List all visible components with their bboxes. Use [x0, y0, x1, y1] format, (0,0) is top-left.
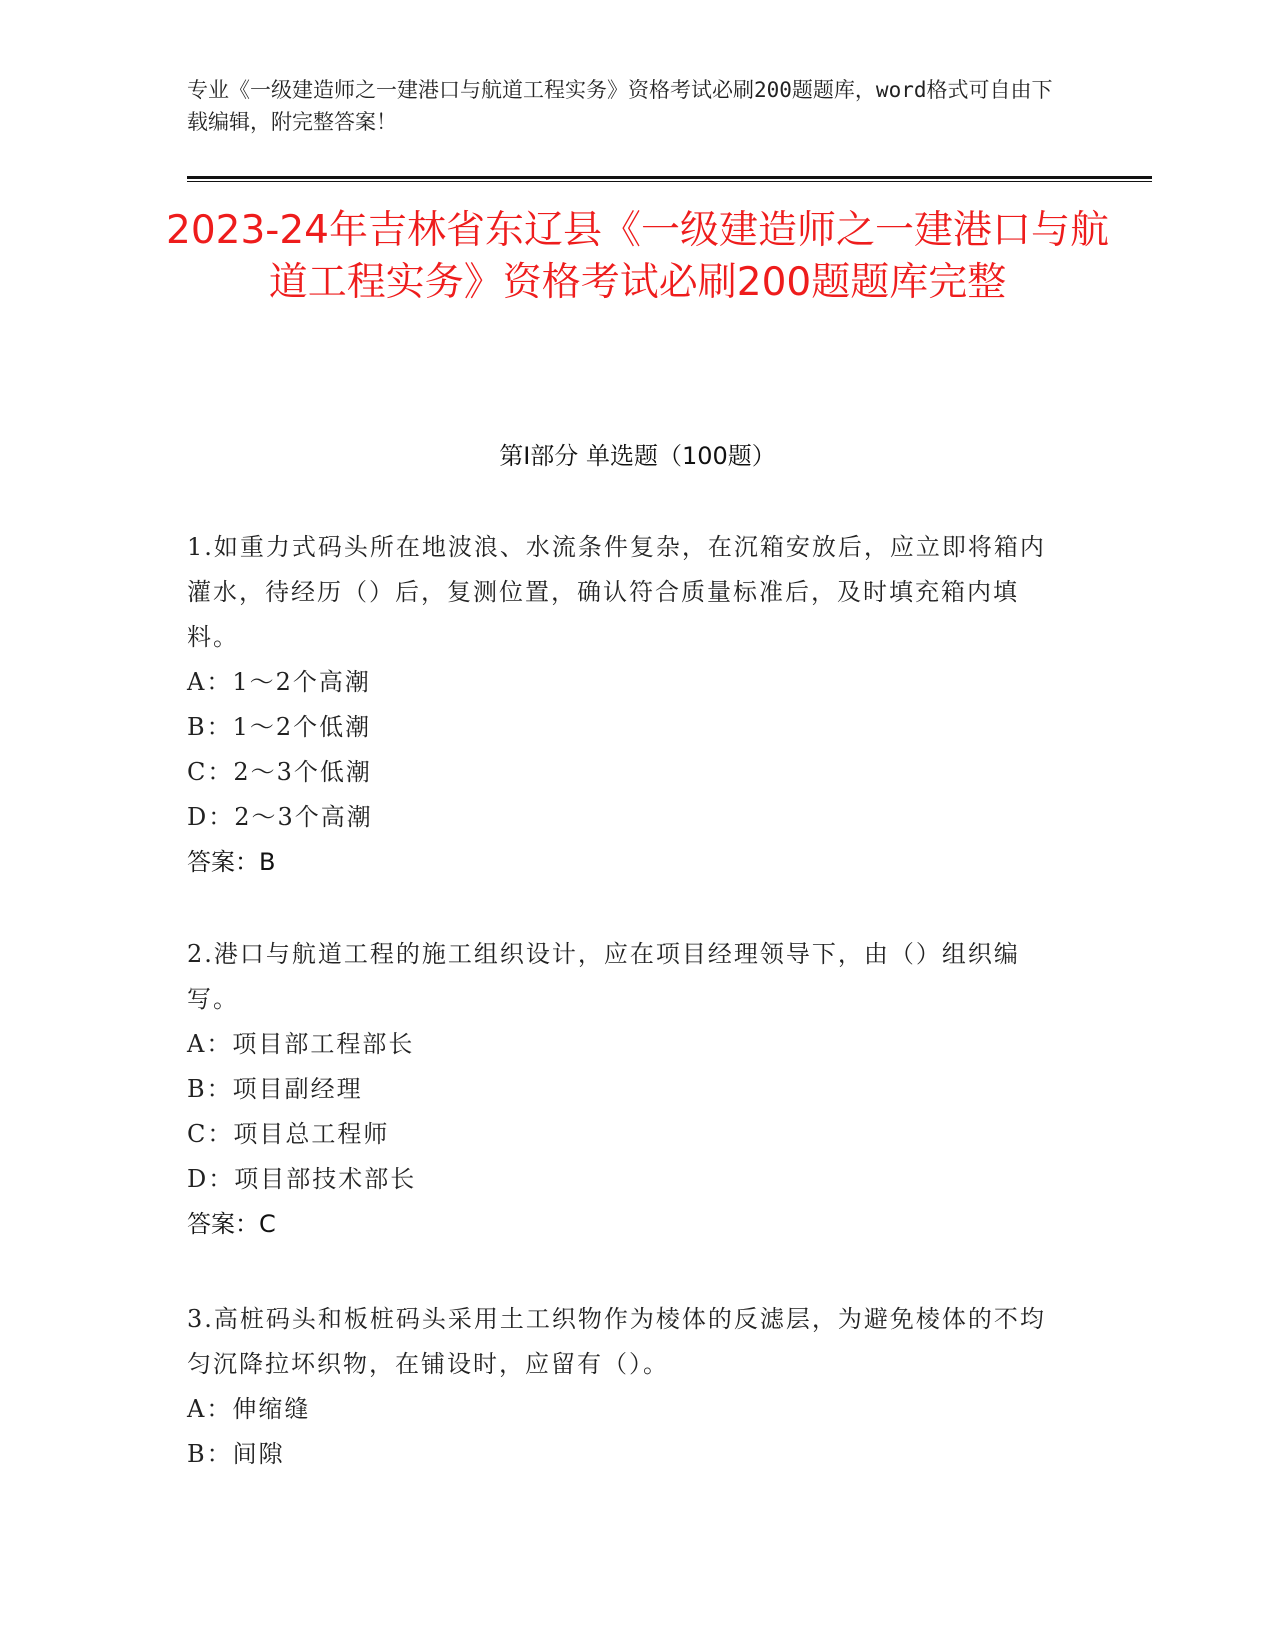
option-b: B：1～2个低潮 — [187, 713, 372, 741]
option-c: C：2～3个低潮 — [187, 758, 372, 786]
option-d: D：项目部技术部长 — [187, 1165, 417, 1193]
option-b: B：项目副经理 — [187, 1075, 363, 1103]
option-a: A：1～2个高潮 — [187, 668, 371, 696]
answer: 答案：C — [187, 1210, 276, 1238]
question-stem: 3.高桩码头和板桩码头采用土工织物作为棱体的反滤层，为避免棱体的不均匀沉降拉坏织物，在铺设时，应留有（）。 — [187, 1305, 1046, 1378]
option-a: A：伸缩缝 — [187, 1395, 311, 1423]
section-heading: 第Ⅰ部分 单选题（100题） — [499, 442, 776, 470]
option-a: A：项目部工程部长 — [187, 1030, 415, 1058]
question-1 — [187, 525, 1067, 885]
header-divider-thick — [187, 176, 1152, 179]
option-b: B：间隙 — [187, 1440, 285, 1468]
option-c: C：项目总工程师 — [187, 1120, 390, 1148]
header-note: 专业《一级建造师之一建港口与航道工程实务》资格考试必刷200题题库，word格式可自由下载编辑，附完整答案！ — [187, 78, 1053, 134]
answer: 答案：B — [187, 848, 276, 876]
header-divider-thin — [187, 181, 1152, 182]
question-2 — [187, 932, 1067, 1247]
question-stem: 1.如重力式码头所在地波浪、水流条件复杂，在沉箱安放后，应立即将箱内灌水，待经历（）后，复测位置，确认符合质量标准后，及时填充箱内填料。 — [187, 533, 1046, 651]
question-3 — [187, 1297, 1067, 1477]
option-d: D：2～3个高潮 — [187, 803, 373, 831]
document-title: 2023-24年吉林省东辽县《一级建造师之一建港口与航道工程实务》资格考试必刷200题题库完整 — [166, 208, 1109, 305]
question-stem: 2.港口与航道工程的施工组织设计，应在项目经理领导下，由（）组织编写。 — [187, 940, 1020, 1013]
